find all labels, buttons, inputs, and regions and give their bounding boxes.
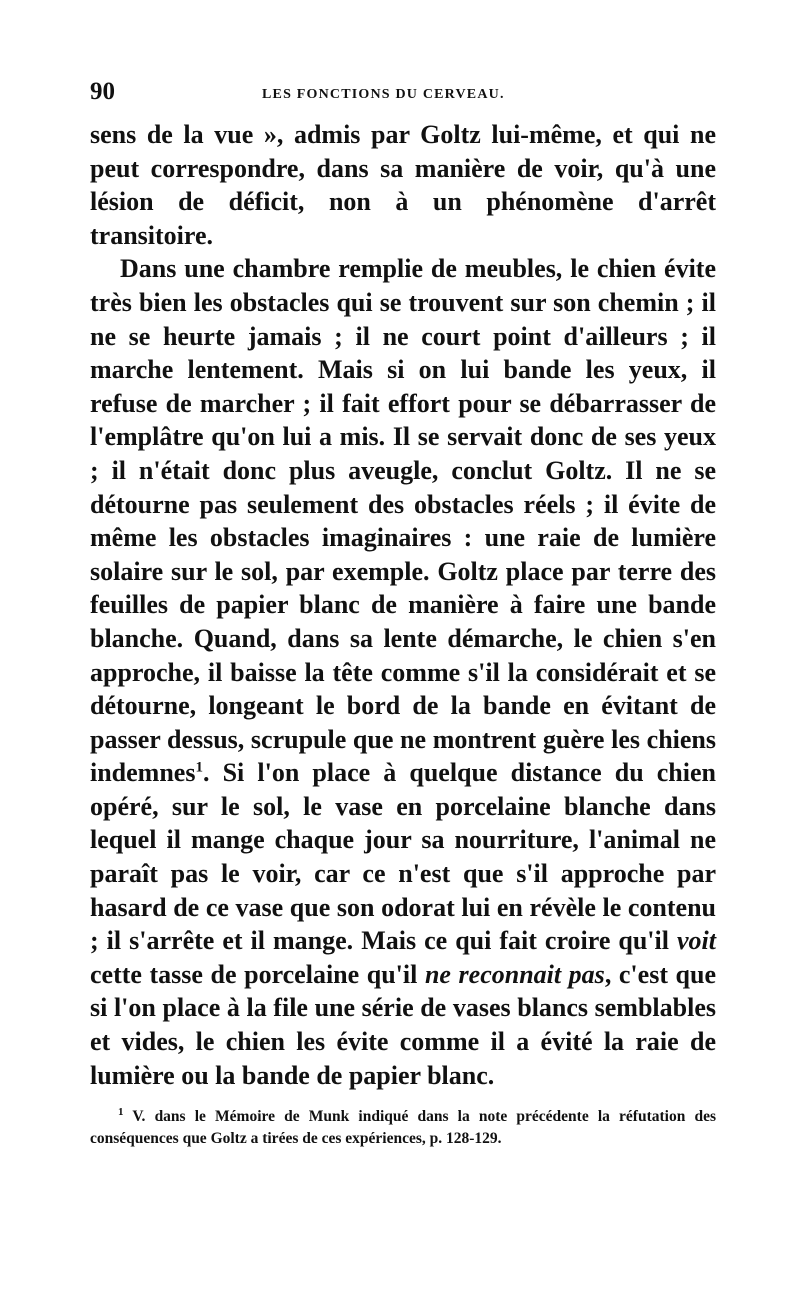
running-head — [90, 78, 716, 118]
paragraph-2 — [90, 252, 716, 1092]
book-page — [90, 78, 716, 1150]
footnote-reference[interactable]: 1 — [195, 759, 203, 776]
paragraph-2-part-3: cette tasse de porcelaine qu'il — [90, 959, 418, 989]
body-text — [90, 118, 716, 1092]
italic-ne-reconnait-pas: ne reconnait pas — [424, 959, 605, 989]
paragraph-2-part-2: . Si l'on place à quelque distance du chien opéré, sur le sol, le vase en porcelaine blanche dans lequel il mange chaque jour sa nourriture, l'animal ne paraît pas le voir, car ce n'est que s'il approche par hasard de ce vase que son odorat lui en révèle le contenu ; il s'arrête et il mange. Mais ce qui fait croire qu'il — [90, 758, 716, 956]
page-number: 90 — [90, 78, 115, 105]
paragraph-2-part-1: Dans une chambre remplie de meubles, le chien évite très bien les obstacles qui se trouvent sur son chemin ; il ne se heurte jamais ; il ne court point d'ailleurs ; il marche lentement. Mais si on lui bande les yeux, il refuse de marcher ; il fait effort pour se débarrasser de l'emplâtre qu'on lui a mis. Il se servait donc de ses yeux ; il n'était donc plus aveugle, conclut Goltz. Il ne se détourne pas seulement des obstacles réels ; il évite de même les obstacles imaginaires : une raie de lumière solaire sur le sol, par exemple. Goltz place par terre des feuilles de papier blanc de manière à faire une bande blanche. Quand, dans sa lente démarche, le chien s'en approche, il baisse la tête comme s'il la considérait et se détourne, longeant le bord de la bande en évitant de passer dessus, scrupule que ne montrent guère les chiens indemnes — [90, 254, 716, 788]
footnote-mark: 1 — [118, 1106, 124, 1119]
running-title: LES FONCTIONS DU CERVEAU. — [262, 87, 505, 102]
paragraph-1: sens de la vue », admis par Goltz lui-même, et qui ne peut correspondre, dans sa manière de voir, qu'à une lésion de déficit, non à un phénomène d'arrêt transitoire. — [90, 120, 716, 250]
footnote — [90, 1106, 716, 1150]
paragraph-2-part-4: , c'est que si l'on place à la file une série de vases blancs semblables et vides, le chien les évite comme il a évité la raie de lumière ou la bande de papier blanc. — [90, 959, 717, 1090]
footnote-text: V. dans le Mémoire de Munk indiqué dans la note précédente la réfutation des conséquences que Goltz a tirées de ces expériences, p. 128-129. — [90, 1108, 716, 1148]
italic-voit: voit — [677, 926, 717, 956]
